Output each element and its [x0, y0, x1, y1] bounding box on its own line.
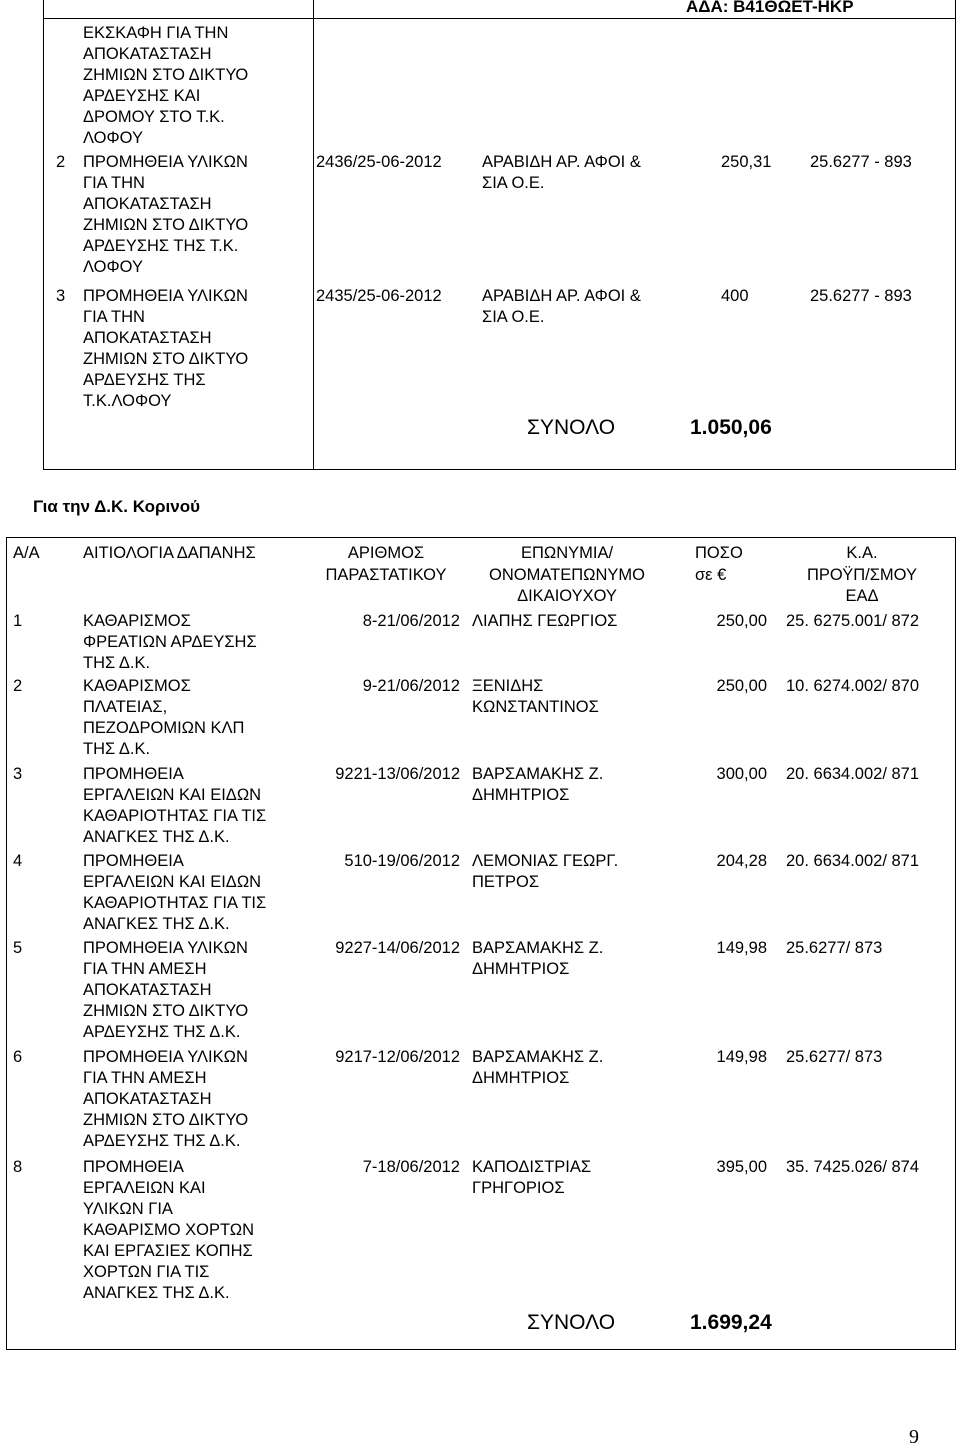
supplier-name: ΒΑΡΣΑΜΑΚΗΣ Ζ. ΔΗΜΗΤΡΙΟΣ [472, 939, 604, 978]
row-description: ΠΡΟΜΗΘΕΙΑ ΥΛΙΚΩΝ ΓΙΑ ΤΗΝ ΑΠΟΚΑΤΑΣΤΑΣΗ ΖΗΜΙΩΝ ΣΤΟ ΔΙΚΤΥΟ ΑΡΔΕΥΣΗΣ ΤΗΣ Τ.Κ. ΛΟΦΟΥ [83, 153, 249, 276]
header-description: ΑΙΤΙΟΛΟΓΙΑ ΔΑΠΑΝΗΣ [83, 544, 256, 562]
total-value: 1.050,06 [690, 416, 772, 439]
amount: 400 [721, 287, 749, 305]
invoice-number: 7-18/06/2012 [362, 1158, 460, 1176]
row-description: ΠΡΟΜΗΘΕΙΑ ΕΡΓΑΛΕΙΩΝ ΚΑΙ ΥΛΙΚΩΝ ΓΙΑ ΚΑΘΑΡΙΣΜΟ ΧΟΡΤΩΝ ΚΑΙ ΕΡΓΑΣΙΕΣ ΚΟΠΗΣ ΧΟΡΤΩΝ ΓΙΑ ΤΙΣ ΑΝΑΓΚΕΣ ΤΗΣ Δ.Κ. [83, 1158, 255, 1302]
invoice-number: 510-19/06/2012 [344, 852, 460, 870]
supplier-name: ΛΙΑΠΗΣ ΓΕΩΡΓΙΟΣ [472, 612, 618, 630]
budget-code: 25.6277 - 893 [810, 153, 912, 171]
row-number: 2 [13, 677, 23, 695]
budget-code: 20. 6634.002/ 871 [786, 852, 920, 870]
row-number: 3 [13, 765, 23, 783]
amount: 250,00 [716, 612, 767, 630]
invoice-number: 2435/25-06-2012 [316, 287, 442, 305]
budget-code: 25.6277/ 873 [786, 939, 883, 957]
amount: 149,98 [716, 1048, 767, 1066]
row-number: 3 [56, 287, 66, 305]
section-title: Για την Δ.Κ. Κορινού [33, 497, 200, 516]
invoice-number: 2436/25-06-2012 [316, 153, 442, 171]
page-number: 9 [909, 1426, 919, 1448]
row-description: ΠΡΟΜΗΘΕΙΑ ΕΡΓΑΛΕΙΩΝ ΚΑΙ ΕΙΔΩΝ ΚΑΘΑΡΙΟΤΗΤΑΣ ΓΙΑ ΤΙΣ ΑΝΑΓΚΕΣ ΤΗΣ Δ.Κ. [83, 765, 267, 846]
supplier-name: ΑΡΑΒΙΔΗ ΑΡ. ΑΦΟΙ & ΣΙΑ Ο.Ε. [482, 287, 641, 326]
budget-code: 20. 6634.002/ 871 [786, 765, 920, 783]
row-number: 4 [13, 852, 23, 870]
amount: 250,31 [721, 153, 772, 171]
table-row: ΕΚΣΚΑΦΗ ΓΙΑ ΤΗΝ ΑΠΟΚΑΤΑΣΤΑΣΗ ΖΗΜΙΩΝ ΣΤΟ ΔΙΚΤΥΟ ΑΡΔΕΥΣΗΣ ΚΑΙ ΔΡΟΜΟΥ ΣΤΟ Τ.Κ. ΛΟΦΟΥ [83, 24, 249, 147]
invoice-number: 8-21/06/2012 [362, 612, 460, 630]
invoice-number: 9221-13/06/2012 [335, 765, 460, 783]
row-number: 5 [13, 939, 23, 957]
row-description: ΚΑΘΑΡΙΣΜΟΣ ΦΡΕΑΤΙΩΝ ΑΡΔΕΥΣΗΣ ΤΗΣ Δ.Κ. [83, 612, 257, 672]
amount: 250,00 [716, 677, 767, 695]
row-number: 8 [13, 1158, 23, 1176]
row-description: ΠΡΟΜΗΘΕΙΑ ΥΛΙΚΩΝ ΓΙΑ ΤΗΝ ΑΜΕΣΗ ΑΠΟΚΑΤΑΣΤΑΣΗ ΖΗΜΙΩΝ ΣΤΟ ΔΙΚΤΥΟ ΑΡΔΕΥΣΗΣ ΤΗΣ Δ.Κ. [83, 1048, 249, 1150]
header-amount: ΠΟΣΟ σε € [695, 544, 743, 584]
budget-code: 25. 6275.001/ 872 [786, 612, 920, 630]
header-code: Κ.Α. ΠΡΟΫΠ/ΣΜΟΥ ΕΑΔ [807, 544, 917, 605]
row-description: ΠΡΟΜΗΘΕΙΑ ΥΛΙΚΩΝ ΓΙΑ ΤΗΝ ΑΠΟΚΑΤΑΣΤΑΣΗ ΖΗΜΙΩΝ ΣΤΟ ΔΙΚΤΥΟ ΑΡΔΕΥΣΗΣ ΤΗΣ Τ.Κ.ΛΟΦΟΥ [83, 287, 249, 410]
supplier-name: ΞΕΝΙΔΗΣ ΚΩΝΣΤΑΝΤΙΝΟΣ [472, 677, 599, 716]
row-number: 2 [56, 153, 66, 171]
amount: 395,00 [716, 1158, 767, 1176]
row-description: ΠΡΟΜΗΘΕΙΑ ΥΛΙΚΩΝ ΓΙΑ ΤΗΝ ΑΜΕΣΗ ΑΠΟΚΑΤΑΣΤΑΣΗ ΖΗΜΙΩΝ ΣΤΟ ΔΙΚΤΥΟ ΑΡΔΕΥΣΗΣ ΤΗΣ Δ.Κ. [83, 939, 249, 1041]
budget-code: 25.6277/ 873 [786, 1048, 883, 1066]
header-no: Α/Α [13, 544, 40, 562]
total-label: ΣΥΝΟΛΟ [527, 1311, 616, 1334]
ada-code: ΑΔΑ: Β41ΘΩΕΤ-ΗΚΡ [686, 0, 854, 16]
supplier-name: ΛΕΜΟΝΙΑΣ ΓΕΩΡΓ. ΠΕΤΡΟΣ [472, 852, 619, 891]
budget-code: 35. 7425.026/ 874 [786, 1158, 920, 1176]
row-number: 1 [13, 612, 23, 630]
total-label: ΣΥΝΟΛΟ [527, 416, 616, 439]
budget-code: 10. 6274.002/ 870 [786, 677, 920, 695]
invoice-number: 9217-12/06/2012 [335, 1048, 460, 1066]
supplier-name: ΑΡΑΒΙΔΗ ΑΡ. ΑΦΟΙ & ΣΙΑ Ο.Ε. [482, 153, 641, 192]
supplier-name: ΒΑΡΣΑΜΑΚΗΣ Ζ. ΔΗΜΗΤΡΙΟΣ [472, 1048, 604, 1087]
supplier-name: ΚΑΠΟΔΙΣΤΡΙΑΣ ΓΡΗΓΟΡΙΟΣ [472, 1158, 592, 1197]
header-invoice: ΑΡΙΘΜΟΣ ΠΑΡΑΣΤΑΤΙΚΟΥ [325, 544, 447, 584]
header-supplier: ΕΠΩΝΥΜΙΑ/ ΟΝΟΜΑΤΕΠΩΝΥΜΟ ΔΙΚΑΙΟΥΧΟΥ [489, 544, 645, 605]
invoice-number: 9-21/06/2012 [362, 677, 460, 695]
row-description: ΚΑΘΑΡΙΣΜΟΣ ΠΛΑΤΕΙΑΣ, ΠΕΖΟΔΡΟΜΙΩΝ ΚΛΠ ΤΗΣ Δ.Κ. [83, 677, 245, 758]
invoice-number: 9227-14/06/2012 [335, 939, 460, 957]
row-description: ΠΡΟΜΗΘΕΙΑ ΕΡΓΑΛΕΙΩΝ ΚΑΙ ΕΙΔΩΝ ΚΑΘΑΡΙΟΤΗΤΑΣ ΓΙΑ ΤΙΣ ΑΝΑΓΚΕΣ ΤΗΣ Δ.Κ. [83, 852, 267, 933]
amount: 149,98 [716, 939, 767, 957]
supplier-name: ΒΑΡΣΑΜΑΚΗΣ Ζ. ΔΗΜΗΤΡΙΟΣ [472, 765, 604, 804]
amount: 300,00 [716, 765, 767, 783]
budget-code: 25.6277 - 893 [810, 287, 912, 305]
row-number: 6 [13, 1048, 23, 1066]
amount: 204,28 [716, 852, 767, 870]
total-value: 1.699,24 [690, 1311, 772, 1334]
